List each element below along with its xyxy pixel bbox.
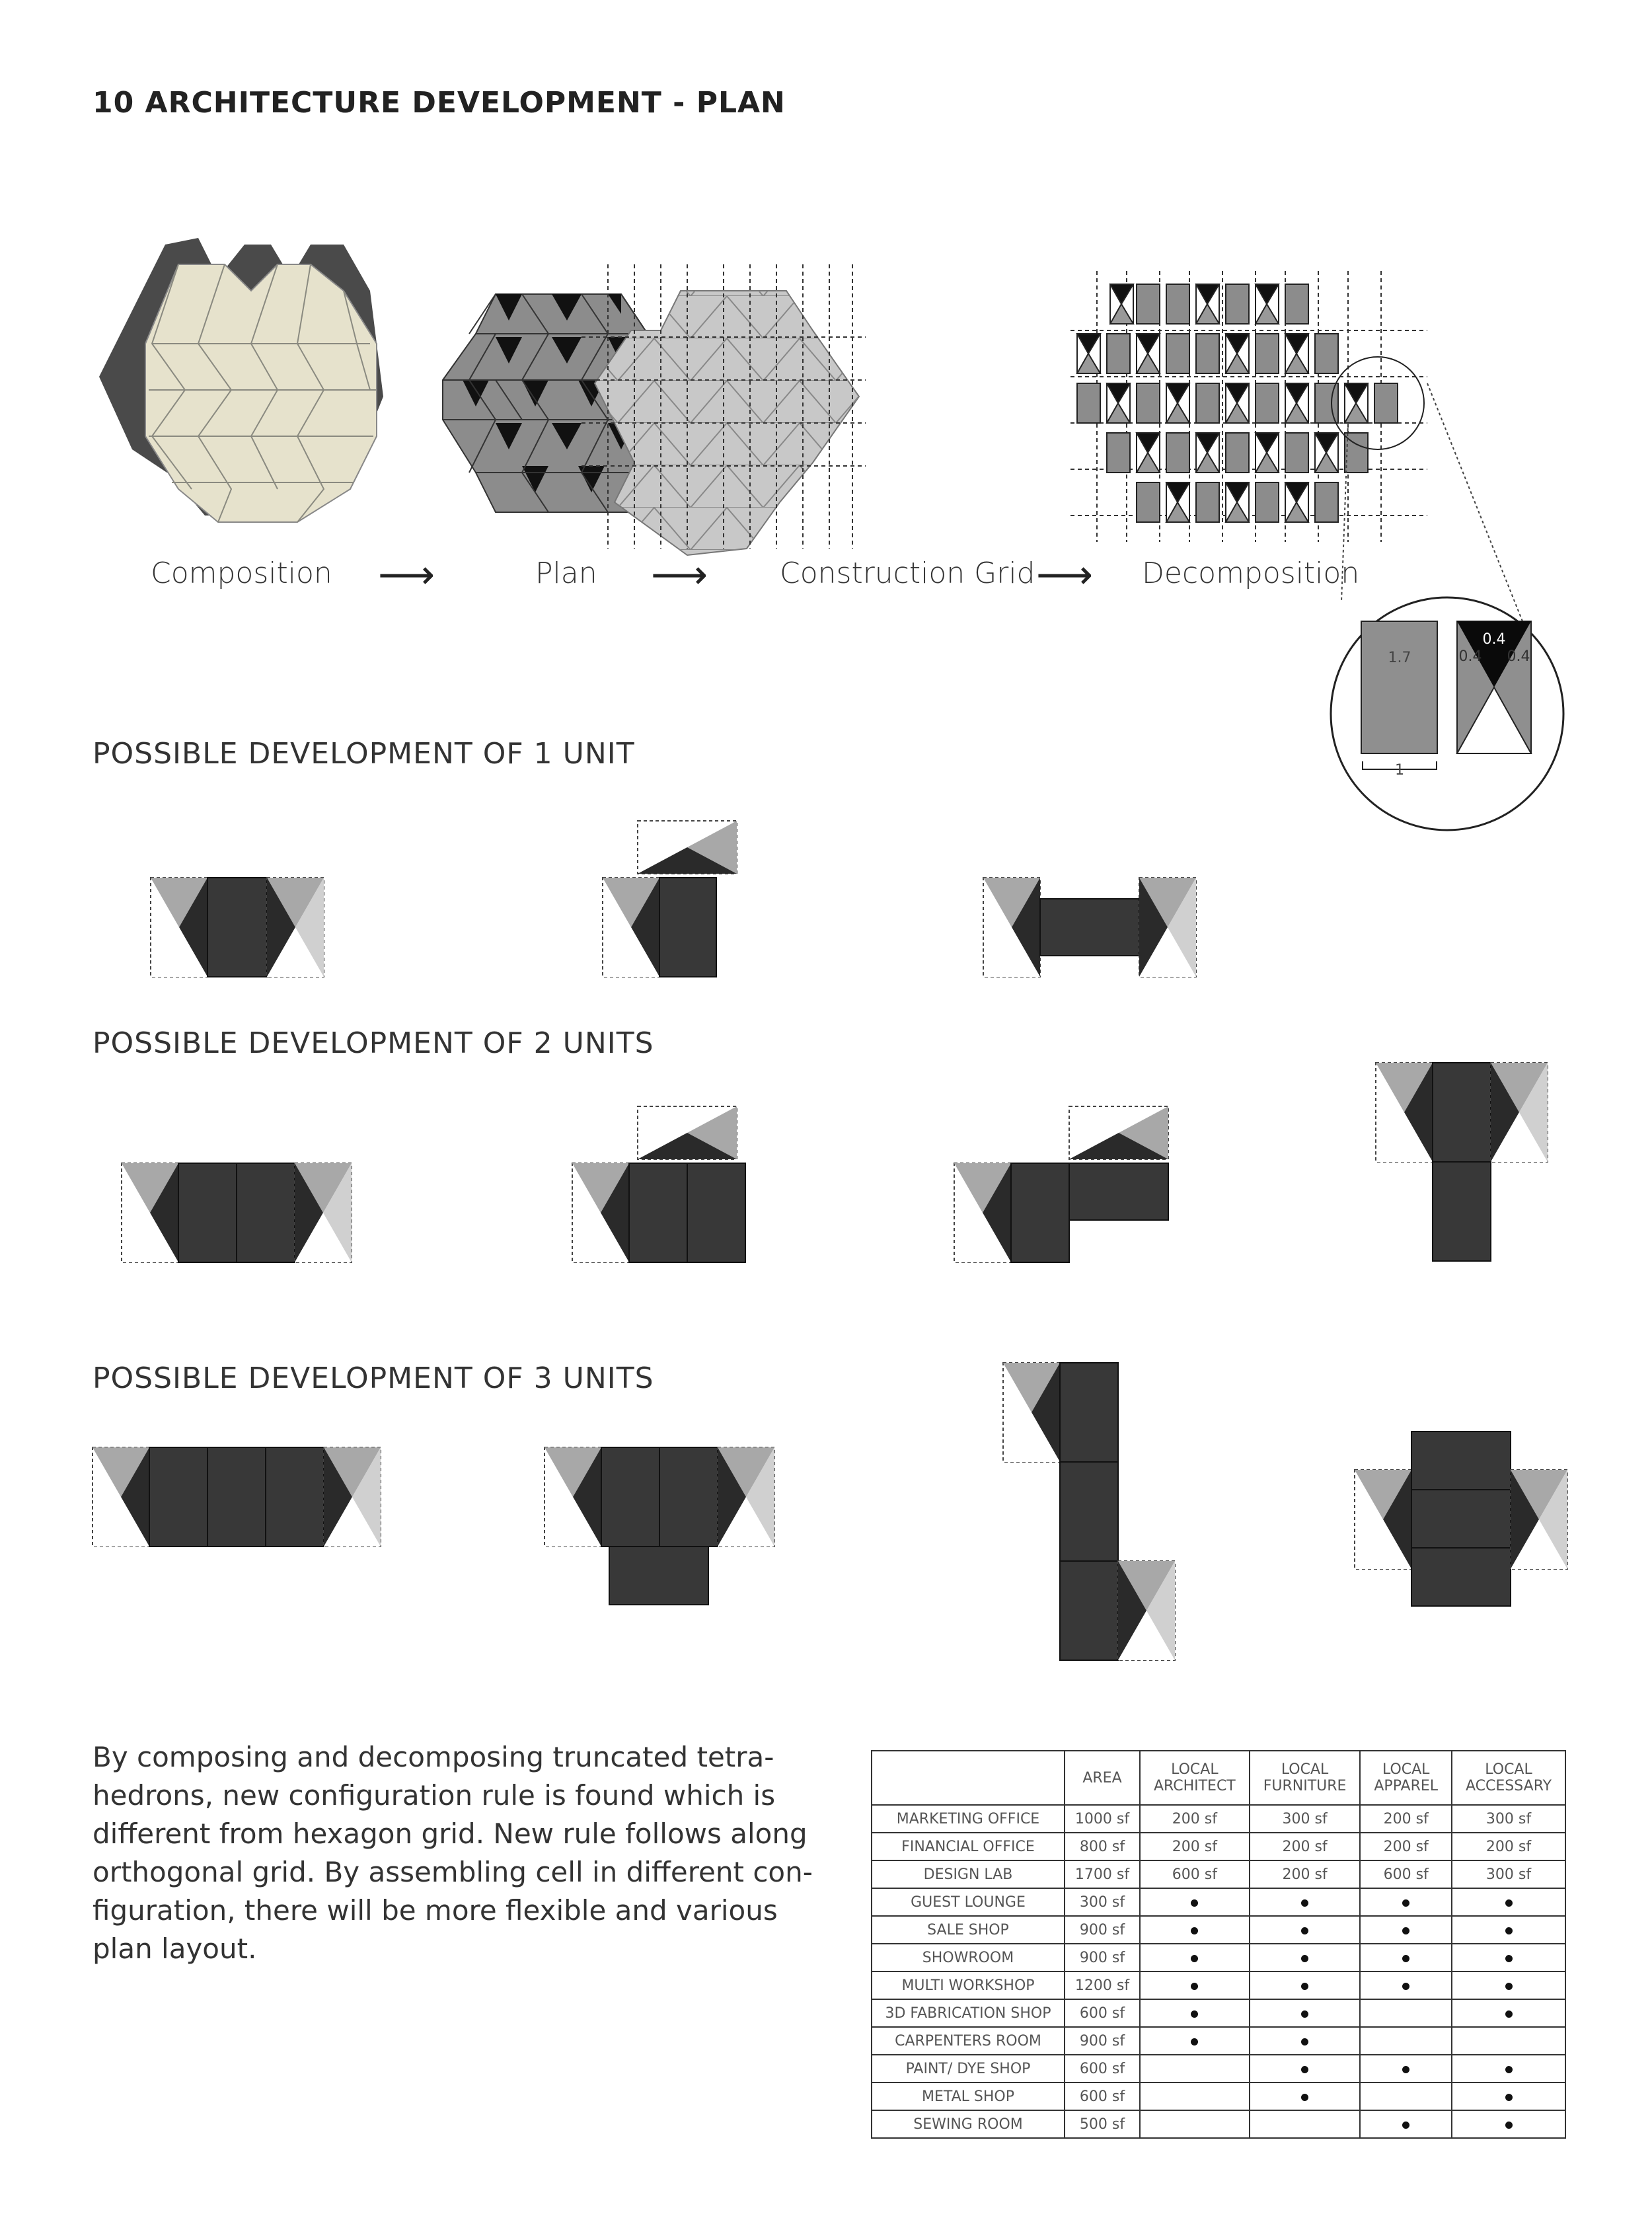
table-cell-dot [1452,2110,1565,2138]
dot-icon [1191,2010,1198,2018]
table-cell-dot [1452,1999,1565,2027]
label-plan: Plan [535,556,597,590]
dot-icon [1191,1983,1198,1990]
section-two-units: POSSIBLE DEVELOPMENT OF 2 UNITS [93,1026,654,1060]
dot-icon [1301,2038,1308,2046]
table-cell-dot [1452,1888,1565,1916]
table-cell-dot [1250,2027,1361,2055]
description-paragraph [93,1738,813,1968]
dot-icon [1191,1955,1198,1962]
table-cell-area: 600 sf [1065,2083,1140,2110]
dot-icon [1505,1899,1513,1907]
table-header: LOCAL ARCHITECT [1140,1751,1250,1805]
table-row [872,1860,1565,1888]
table-cell-value [1250,2110,1361,2138]
table-cell-value: 300 sf [1452,1805,1565,1833]
table-cell-area: 800 sf [1065,1833,1140,1860]
composition-image [99,238,383,522]
table-cell-value [1452,2027,1565,2055]
table-header: LOCAL ACCESSARY [1452,1751,1565,1805]
dev-2units-b [572,1106,745,1262]
table-cell-value: 300 sf [1250,1805,1361,1833]
dot-icon [1191,2038,1198,2046]
table-row [872,1888,1565,1916]
table-row [872,2110,1565,2138]
unit-developments [0,793,1652,1679]
table-cell-dot [1360,1971,1452,1999]
label-decomposition: Decomposition [1142,556,1360,590]
dev-2units-c [954,1106,1168,1262]
table-cell-dot [1140,1944,1250,1971]
table-cell-dot [1140,2027,1250,2055]
table-cell-value [1140,2055,1250,2083]
dot-icon [1402,1955,1409,1962]
table-cell-value: 200 sf [1250,1833,1361,1860]
table-cell-value: 200 sf [1250,1860,1361,1888]
paragraph-line: plan layout. [93,1932,257,1965]
table-header: LOCAL APPAREL [1360,1751,1452,1805]
table-cell-value: 600 sf [1360,1860,1452,1888]
dot-icon [1505,2066,1513,2073]
table-cell-dot [1140,1888,1250,1916]
table-header-row [872,1751,1565,1805]
dev-3units-d [1355,1432,1567,1606]
table-cell-name: SHOWROOM [872,1944,1065,1971]
table-cell-dot [1360,1916,1452,1944]
dot-icon [1301,2066,1308,2073]
table-cell-dot [1452,1944,1565,1971]
dot-icon [1301,2010,1308,2018]
table-cell-value: 300 sf [1452,1860,1565,1888]
table-cell-dot [1250,1916,1361,1944]
table-cell-value: 600 sf [1140,1860,1250,1888]
table-row [872,1916,1565,1944]
table-cell-dot [1250,1971,1361,1999]
detail-tri-right: 0.4 [1507,648,1530,665]
table-cell-name: MARKETING OFFICE [872,1805,1065,1833]
dot-icon [1505,1983,1513,1990]
dot-icon [1191,1927,1198,1934]
dev-3units-b [544,1447,774,1605]
paragraph-line: different from hexagon grid. New rule follows along [93,1817,807,1850]
dot-icon [1505,1927,1513,1934]
table-cell-value [1360,1999,1452,2027]
table-cell-area: 600 sf [1065,1999,1140,2027]
table-cell-name: DESIGN LAB [872,1860,1065,1888]
table-cell-area: 600 sf [1065,2055,1140,2083]
table-cell-value: 200 sf [1452,1833,1565,1860]
label-composition: Composition [151,556,332,590]
detail-tri-left: 0.4 [1458,648,1482,665]
table-header: LOCAL FURNITURE [1250,1751,1361,1805]
table-cell-name: FINANCIAL OFFICE [872,1833,1065,1860]
detail-rect-label: 1.7 [1388,650,1411,666]
table-cell-dot [1250,2083,1361,2110]
table-cell-dot [1360,1888,1452,1916]
dot-icon [1505,2010,1513,2018]
table-cell-dot [1250,1888,1361,1916]
table-row [872,2027,1565,2055]
table-cell-name: MULTI WORKSHOP [872,1971,1065,1999]
dot-icon [1301,2094,1308,2101]
dot-icon [1402,1983,1409,1990]
table-cell-dot [1140,1971,1250,1999]
dev-3units-c [1003,1363,1175,1660]
table-cell-area: 900 sf [1065,1916,1140,1944]
dot-icon [1402,2122,1409,2129]
decomposition-image [1070,271,1427,542]
program-table [871,1750,1566,2139]
dot-icon [1301,1955,1308,1962]
dev-1unit-b [603,821,737,977]
dev-3units-a [93,1447,381,1547]
paragraph-line: hedrons, new configuration rule is found which is [93,1779,776,1812]
dot-icon [1301,1983,1308,1990]
dot-icon [1301,1927,1308,1934]
table-cell-dot [1140,1999,1250,2027]
table-cell-name: PAINT/ DYE SHOP [872,2055,1065,2083]
table-cell-area: 1200 sf [1065,1971,1140,1999]
section-one-unit: POSSIBLE DEVELOPMENT OF 1 UNIT [93,737,635,771]
table-header [872,1751,1065,1805]
table-cell-name: 3D FABRICATION SHOP [872,1999,1065,2027]
table-row [872,1971,1565,1999]
table-cell-area: 500 sf [1065,2110,1140,2138]
table-cell-dot [1250,1944,1361,1971]
table-row [872,1944,1565,1971]
dot-icon [1505,1955,1513,1962]
table-cell-value [1140,2110,1250,2138]
table-cell-dot [1452,1971,1565,1999]
table-cell-name: CARPENTERS ROOM [872,2027,1065,2055]
dot-icon [1301,1899,1308,1907]
table-cell-name: METAL SHOP [872,2083,1065,2110]
table-cell-value: 200 sf [1360,1805,1452,1833]
table-cell-area: 1000 sf [1065,1805,1140,1833]
paragraph-line: orthogonal grid. By assembling cell in different con- [93,1856,813,1888]
table-cell-name: SEWING ROOM [872,2110,1065,2138]
paragraph-line: By composing and decomposing truncated tetra- [93,1741,774,1773]
table-cell-dot [1140,1916,1250,1944]
table-cell-dot [1360,2055,1452,2083]
table-header: AREA [1065,1751,1140,1805]
dev-2units-a [122,1163,352,1262]
dot-icon [1402,1927,1409,1934]
arrow-right-icon: ⟶ [1036,552,1094,598]
table-cell-dot [1452,1916,1565,1944]
table-cell-value [1140,2083,1250,2110]
detail-tri-top: 0.4 [1482,631,1506,648]
arrow-right-icon: ⟶ [651,552,708,598]
dot-icon [1505,2122,1513,2129]
table-row [872,1805,1565,1833]
table-cell-dot [1452,2083,1565,2110]
dot-icon [1402,1899,1409,1907]
table-row [872,2055,1565,2083]
dot-icon [1191,1899,1198,1907]
detail-width-label: 1 [1395,762,1404,779]
table-row [872,1999,1565,2027]
table-cell-name: GUEST LOUNGE [872,1888,1065,1916]
table-cell-dot [1360,2110,1452,2138]
dev-1unit-a [151,878,324,977]
table-cell-dot [1250,2055,1361,2083]
dot-icon [1505,2094,1513,2101]
arrow-right-icon: ⟶ [378,552,435,598]
table-row [872,1833,1565,1860]
table-cell-value [1360,2083,1452,2110]
table-cell-area: 900 sf [1065,1944,1140,1971]
table-row [872,2083,1565,2110]
table-cell-dot [1250,1999,1361,2027]
dev-1unit-c [983,878,1196,977]
table-cell-value: 200 sf [1140,1833,1250,1860]
table-cell-value: 200 sf [1140,1805,1250,1833]
table-cell-dot [1452,2055,1565,2083]
table-cell-area: 900 sf [1065,2027,1140,2055]
table-cell-dot [1360,1944,1452,1971]
table-cell-area: 1700 sf [1065,1860,1140,1888]
table-cell-name: SALE SHOP [872,1916,1065,1944]
dot-icon [1402,2066,1409,2073]
table-cell-value: 200 sf [1360,1833,1452,1860]
page-title: 10 ARCHITECTURE DEVELOPMENT - PLAN [93,86,786,120]
label-construction-grid: Construction Grid [780,556,1035,590]
section-three-units: POSSIBLE DEVELOPMENT OF 3 UNITS [93,1361,654,1395]
table-cell-value [1360,2027,1452,2055]
table-cell-area: 300 sf [1065,1888,1140,1916]
dev-2units-d [1376,1063,1548,1261]
paragraph-line: figuration, there will be more flexible and various [93,1894,778,1927]
